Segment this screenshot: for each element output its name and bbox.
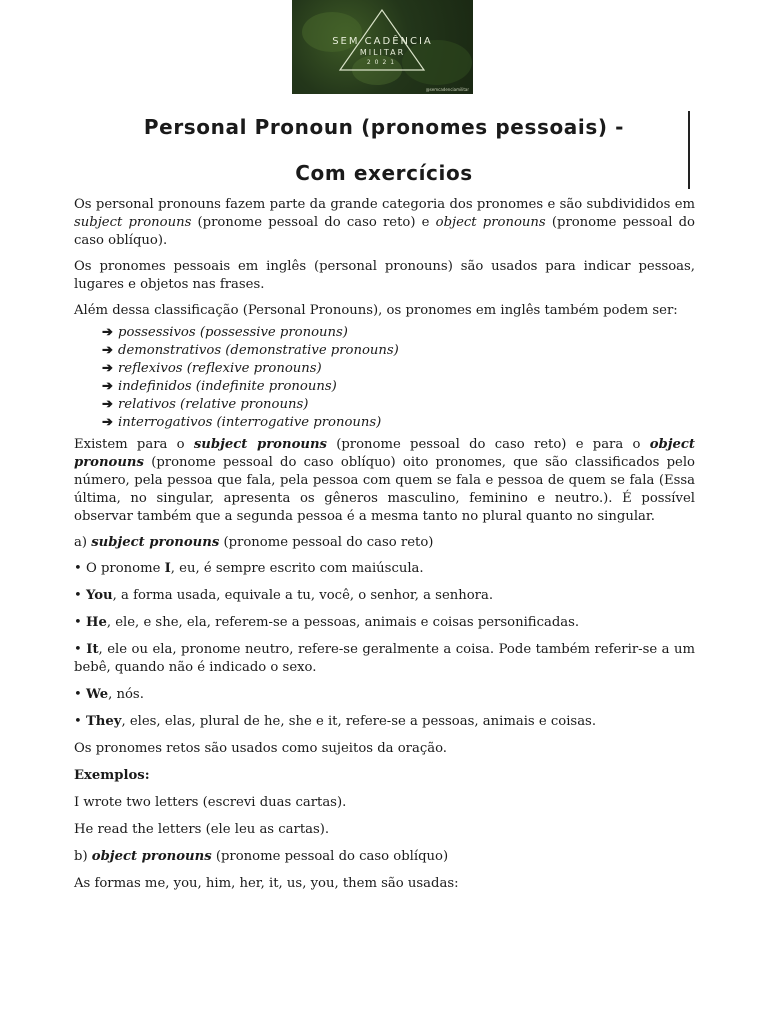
list-item: ➔ indefinidos (indefinite pronouns): [102, 379, 337, 394]
bullet-item: • O pronome I, eu, é sempre escrito com maiúscula.: [74, 561, 424, 576]
section-a-heading: a) subject pronouns (pronome pessoal do caso reto): [74, 535, 434, 550]
bullet-item: • He, ele, e she, ela, referem-se a pessoas, animais e coisas personificadas.: [74, 615, 580, 630]
list-item: ➔ reflexivos (reflexive pronouns): [102, 361, 322, 376]
usage-line: As formas me, you, him, her, it, us, you, them são usadas:: [74, 876, 459, 891]
document-body: [74, 196, 695, 902]
list-item: ➔ relativos (relative pronouns): [102, 397, 309, 412]
arrow-icon: ➔: [102, 379, 114, 394]
intro-paragraph-3: Além dessa classificação (Personal Pronouns), os pronomes em inglês também podem ser:: [74, 303, 678, 318]
page-title: Personal Pronoun (pronomes pessoais) -: [143, 115, 625, 139]
example-item: He read the letters (ele leu as cartas).: [74, 822, 330, 837]
brand-logo: [292, 0, 473, 94]
logo-line-2: MILITAR: [359, 48, 406, 57]
pronoun-classes-list: [102, 324, 695, 432]
list-item: ➔ interrogativos (interrogative pronouns): [102, 415, 382, 430]
logo-handle: @semcadenciamilitar: [425, 87, 469, 92]
arrow-icon: ➔: [102, 415, 114, 430]
intro-paragraph-2: Os pronomes pessoais em inglês (personal pronouns) são usados para indicar pessoas, lugares e objetos nas frases.: [74, 259, 695, 292]
bullet-item: • We, nós.: [74, 687, 144, 702]
retos-note: Os pronomes retos são usados como sujeitos da oração.: [74, 741, 447, 756]
logo-line-3: 2021: [366, 59, 399, 66]
bullet-item: • You, a forma usada, equivale a tu, você, o senhor, a senhora.: [74, 588, 494, 603]
bullet-item: • It, ele ou ela, pronome neutro, refere-se geralmente a coisa. Pode também referir-se a um bebê, quando não é indicado o sexo.: [74, 642, 695, 675]
arrow-icon: ➔: [102, 361, 114, 376]
example-item: I wrote two letters (escrevi duas cartas).: [74, 795, 347, 810]
triangle-emblem-icon: [292, 0, 473, 94]
logo-line-1: SEM CADÊNCIA: [332, 36, 433, 47]
arrow-icon: ➔: [102, 397, 114, 412]
section-b-heading: b) object pronouns (pronome pessoal do caso oblíquo): [74, 849, 449, 864]
bullet-item: • They, eles, elas, plural de he, she e it, refere-se a pessoas, animais e coisas.: [74, 714, 597, 729]
intro-paragraph-1: Os personal pronouns fazem parte da grande categoria dos pronomes e são subdivididos em subject pronouns (pronome pessoal do caso reto) e object pronouns (pronome pessoal do caso oblíquo).: [74, 197, 695, 248]
examples-label: Exemplos:: [74, 768, 150, 783]
arrow-icon: ➔: [102, 343, 114, 358]
explanation-paragraph: Existem para o subject pronouns (pronome pessoal do caso reto) e para o object pronouns (pronome pessoal do caso oblíquo) oito pronomes, que são classificados pelo número, pela pessoa que fala, pela pessoa com quem se fala e pessoa de quem se fala (Essa última, no singular, apresenta os gêneros masculino, feminino e neutro.). É possível observar também que a segunda pessoa é a mesma tanto no plural quanto no singular.: [74, 437, 695, 524]
arrow-icon: ➔: [102, 325, 114, 340]
page-subtitle: Com exercícios: [295, 161, 473, 185]
list-item: ➔ possessivos (possessive pronouns): [102, 325, 348, 340]
list-item: ➔ demonstrativos (demonstrative pronouns): [102, 343, 399, 358]
